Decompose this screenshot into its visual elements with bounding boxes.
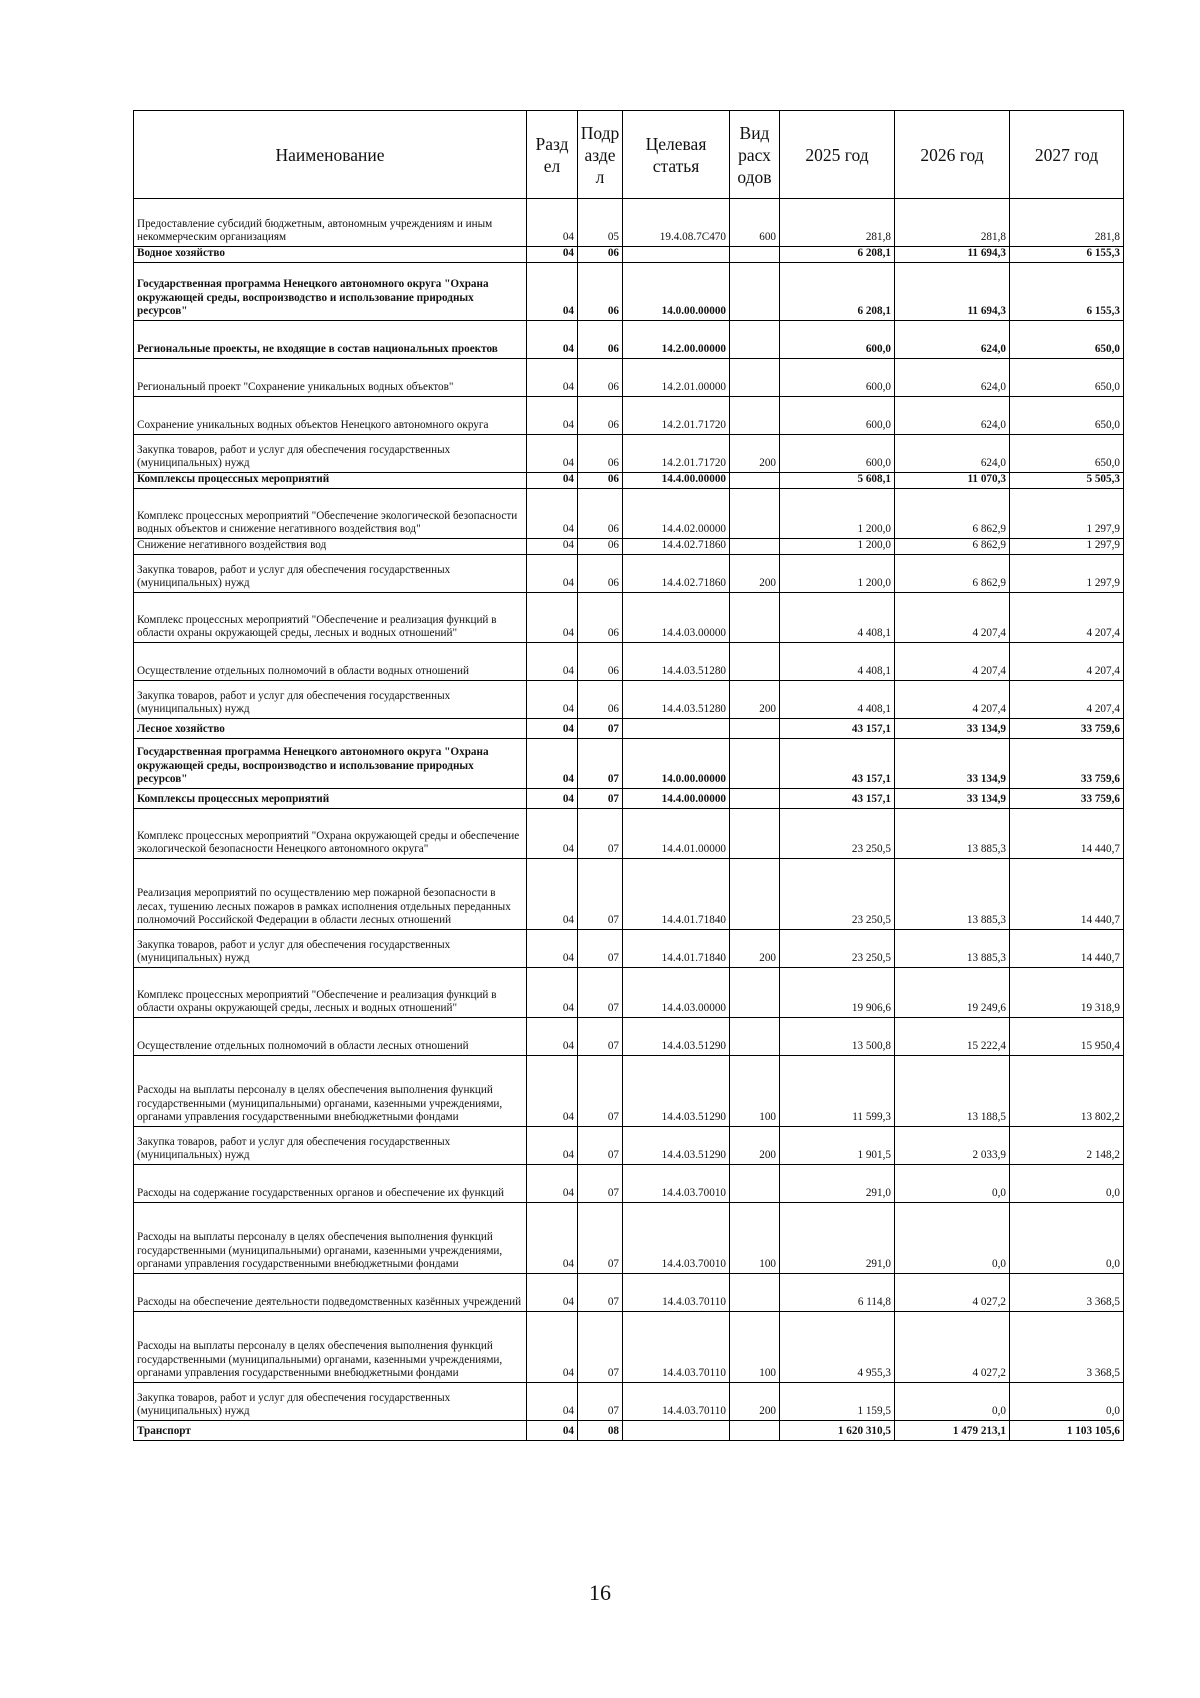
cell-razdel: 04 (527, 359, 578, 397)
cell-name: Расходы на обеспечение деятельности подведомственных казённых учреждений (134, 1274, 527, 1312)
cell-podrazdel: 07 (578, 719, 623, 739)
cell-podrazdel: 07 (578, 1274, 623, 1312)
cell-2026: 19 249,6 (895, 968, 1010, 1018)
cell-2025: 291,0 (780, 1165, 895, 1203)
cell-razdel: 04 (527, 489, 578, 539)
table-row (134, 539, 1124, 555)
cell-podrazdel: 06 (578, 435, 623, 473)
cell-2026: 33 134,9 (895, 719, 1010, 739)
cell-name: Осуществление отдельных полномочий в области водных отношений (134, 643, 527, 681)
cell-name: Расходы на выплаты персоналу в целях обеспечения выполнения функций государственными (муниципальными) органами, казенными учреждениями, органами управления государственными внебюджетными фондами (134, 1203, 527, 1274)
cell-target: 14.0.00.00000 (623, 739, 730, 789)
cell-razdel: 04 (527, 321, 578, 359)
cell-vid: 200 (730, 555, 780, 593)
cell-2025: 19 906,6 (780, 968, 895, 1018)
cell-2025: 4 408,1 (780, 643, 895, 681)
cell-2027: 33 759,6 (1010, 719, 1124, 739)
cell-2025: 1 200,0 (780, 489, 895, 539)
cell-2025: 13 500,8 (780, 1018, 895, 1056)
cell-podrazdel: 06 (578, 321, 623, 359)
cell-2026: 11 694,3 (895, 263, 1010, 321)
cell-2025: 600,0 (780, 321, 895, 359)
cell-podrazdel: 07 (578, 930, 623, 968)
cell-razdel: 04 (527, 643, 578, 681)
cell-podrazdel: 06 (578, 359, 623, 397)
cell-target: 14.4.02.71860 (623, 555, 730, 593)
cell-razdel: 04 (527, 435, 578, 473)
cell-name: Закупка товаров, работ и услуг для обеспечения государственных (муниципальных) нужд (134, 930, 527, 968)
cell-vid (730, 809, 780, 859)
cell-vid: 100 (730, 1056, 780, 1127)
table-body (134, 199, 1124, 1441)
cell-vid (730, 321, 780, 359)
cell-vid (730, 263, 780, 321)
cell-razdel: 04 (527, 968, 578, 1018)
cell-vid (730, 643, 780, 681)
cell-vid (730, 1165, 780, 1203)
cell-2026: 4 027,2 (895, 1312, 1010, 1383)
cell-name: Лесное хозяйство (134, 719, 527, 739)
cell-2027: 1 297,9 (1010, 539, 1124, 555)
cell-2025: 291,0 (780, 1203, 895, 1274)
cell-target: 14.4.03.51290 (623, 1018, 730, 1056)
table-row (134, 263, 1124, 321)
cell-2025: 1 620 310,5 (780, 1421, 895, 1441)
table-row (134, 809, 1124, 859)
cell-vid (730, 473, 780, 489)
cell-name: Расходы на выплаты персоналу в целях обеспечения выполнения функций государственными (муниципальными) органами, казенными учреждениями, органами управления государственными внебюджетными фондами (134, 1312, 527, 1383)
cell-2025: 1 200,0 (780, 539, 895, 555)
cell-2025: 600,0 (780, 435, 895, 473)
cell-2027: 15 950,4 (1010, 1018, 1124, 1056)
cell-target: 14.4.03.70110 (623, 1383, 730, 1421)
table-row (134, 321, 1124, 359)
cell-2027: 6 155,3 (1010, 247, 1124, 263)
cell-2027: 0,0 (1010, 1383, 1124, 1421)
cell-name: Расходы на содержание государственных органов и обеспечение их функций (134, 1165, 527, 1203)
cell-vid (730, 859, 780, 930)
table-row (134, 1056, 1124, 1127)
table-row (134, 359, 1124, 397)
cell-vid: 200 (730, 681, 780, 719)
cell-target: 14.4.03.70010 (623, 1203, 730, 1274)
header-2026: 2026 год (895, 111, 1010, 199)
cell-2025: 43 157,1 (780, 719, 895, 739)
cell-2027: 650,0 (1010, 359, 1124, 397)
page-number: 16 (589, 1580, 611, 1605)
cell-target: 14.4.03.51290 (623, 1127, 730, 1165)
cell-2026: 15 222,4 (895, 1018, 1010, 1056)
cell-razdel: 04 (527, 1383, 578, 1421)
cell-2025: 6 208,1 (780, 247, 895, 263)
cell-podrazdel: 08 (578, 1421, 623, 1441)
cell-razdel: 04 (527, 719, 578, 739)
cell-vid (730, 397, 780, 435)
table-row (134, 1383, 1124, 1421)
table-row (134, 681, 1124, 719)
cell-razdel: 04 (527, 397, 578, 435)
cell-target: 14.4.03.70110 (623, 1312, 730, 1383)
cell-2027: 1 297,9 (1010, 489, 1124, 539)
table-row (134, 247, 1124, 263)
header-name: Наименование (134, 111, 527, 199)
cell-2027: 4 207,4 (1010, 643, 1124, 681)
table-row (134, 1018, 1124, 1056)
table-row (134, 593, 1124, 643)
cell-name: Комплекс процессных мероприятий "Охрана окружающей среды и обеспечение экологической безопасности Ненецкого автономного округа" (134, 809, 527, 859)
cell-name: Государственная программа Ненецкого автономного округа "Охрана окружающей среды, воспроизводство и использование природных ресурсов" (134, 263, 527, 321)
cell-2026: 0,0 (895, 1203, 1010, 1274)
cell-2026: 1 479 213,1 (895, 1421, 1010, 1441)
cell-name: Осуществление отдельных полномочий в области лесных отношений (134, 1018, 527, 1056)
cell-razdel: 04 (527, 539, 578, 555)
cell-vid (730, 719, 780, 739)
cell-2025: 600,0 (780, 359, 895, 397)
cell-target: 14.4.02.71860 (623, 539, 730, 555)
cell-2025: 23 250,5 (780, 930, 895, 968)
cell-podrazdel: 06 (578, 555, 623, 593)
cell-2027: 650,0 (1010, 397, 1124, 435)
cell-razdel: 04 (527, 263, 578, 321)
cell-target: 14.4.03.00000 (623, 968, 730, 1018)
cell-2025: 23 250,5 (780, 809, 895, 859)
cell-2027: 3 368,5 (1010, 1274, 1124, 1312)
table-row (134, 397, 1124, 435)
header-2025: 2025 год (780, 111, 895, 199)
cell-vid (730, 968, 780, 1018)
cell-2025: 600,0 (780, 397, 895, 435)
cell-name: Закупка товаров, работ и услуг для обеспечения государственных (муниципальных) нужд (134, 681, 527, 719)
cell-razdel: 04 (527, 473, 578, 489)
cell-podrazdel: 07 (578, 1018, 623, 1056)
cell-podrazdel: 07 (578, 1165, 623, 1203)
cell-razdel: 04 (527, 1018, 578, 1056)
cell-vid (730, 359, 780, 397)
cell-razdel: 04 (527, 555, 578, 593)
cell-vid (730, 1018, 780, 1056)
cell-target: 14.4.03.70110 (623, 1274, 730, 1312)
budget-table (133, 110, 1124, 1441)
cell-podrazdel: 07 (578, 789, 623, 809)
cell-2026: 6 862,9 (895, 555, 1010, 593)
cell-2027: 4 207,4 (1010, 681, 1124, 719)
cell-vid (730, 539, 780, 555)
cell-vid: 600 (730, 199, 780, 247)
cell-2026: 281,8 (895, 199, 1010, 247)
cell-vid: 200 (730, 930, 780, 968)
cell-podrazdel: 06 (578, 263, 623, 321)
cell-podrazdel: 07 (578, 1383, 623, 1421)
cell-2026: 4 207,4 (895, 643, 1010, 681)
cell-name: Региональный проект "Сохранение уникальных водных объектов" (134, 359, 527, 397)
cell-2026: 13 885,3 (895, 930, 1010, 968)
cell-target: 14.4.00.00000 (623, 789, 730, 809)
cell-2027: 0,0 (1010, 1165, 1124, 1203)
cell-2026: 11 070,3 (895, 473, 1010, 489)
table-row (134, 859, 1124, 930)
header-podrazdel: Подр азде л (578, 111, 623, 199)
cell-2026: 2 033,9 (895, 1127, 1010, 1165)
cell-2027: 5 505,3 (1010, 473, 1124, 489)
cell-2025: 43 157,1 (780, 739, 895, 789)
cell-vid (730, 1274, 780, 1312)
cell-target: 14.2.01.00000 (623, 359, 730, 397)
cell-podrazdel: 07 (578, 968, 623, 1018)
table-row (134, 1312, 1124, 1383)
cell-2025: 281,8 (780, 199, 895, 247)
cell-name: Закупка товаров, работ и услуг для обеспечения государственных (муниципальных) нужд (134, 1383, 527, 1421)
cell-2027: 650,0 (1010, 321, 1124, 359)
table-row (134, 1421, 1124, 1441)
cell-podrazdel: 07 (578, 1127, 623, 1165)
cell-2025: 4 408,1 (780, 593, 895, 643)
cell-name: Региональные проекты, не входящие в состав национальных проектов (134, 321, 527, 359)
cell-razdel: 04 (527, 681, 578, 719)
cell-2025: 1 200,0 (780, 555, 895, 593)
cell-target: 14.0.00.00000 (623, 263, 730, 321)
cell-2026: 33 134,9 (895, 789, 1010, 809)
cell-target: 14.4.01.00000 (623, 809, 730, 859)
cell-podrazdel: 06 (578, 247, 623, 263)
cell-2026: 4 207,4 (895, 681, 1010, 719)
cell-2025: 1 901,5 (780, 1127, 895, 1165)
cell-2026: 624,0 (895, 435, 1010, 473)
cell-2027: 33 759,6 (1010, 739, 1124, 789)
cell-2027: 281,8 (1010, 199, 1124, 247)
cell-2026: 624,0 (895, 321, 1010, 359)
cell-2027: 13 802,2 (1010, 1056, 1124, 1127)
cell-podrazdel: 06 (578, 489, 623, 539)
cell-podrazdel: 07 (578, 1056, 623, 1127)
cell-target: 14.4.01.71840 (623, 930, 730, 968)
table-row (134, 1165, 1124, 1203)
cell-2027: 19 318,9 (1010, 968, 1124, 1018)
cell-name: Государственная программа Ненецкого автономного округа "Охрана окружающей среды, воспроизводство и использование природных ресурсов" (134, 739, 527, 789)
cell-name: Комплекс процессных мероприятий "Обеспечение и реализация функций в области охраны окружающей среды, лесных и водных отношений" (134, 968, 527, 1018)
cell-target: 14.2.01.71720 (623, 397, 730, 435)
cell-vid (730, 489, 780, 539)
cell-2026: 13 885,3 (895, 809, 1010, 859)
cell-target (623, 1421, 730, 1441)
cell-name: Сохранение уникальных водных объектов Ненецкого автономного округа (134, 397, 527, 435)
cell-2026: 33 134,9 (895, 739, 1010, 789)
cell-2027: 14 440,7 (1010, 930, 1124, 968)
table-row (134, 1203, 1124, 1274)
cell-vid: 200 (730, 1127, 780, 1165)
cell-name: Реализация мероприятий по осуществлению мер пожарной безопасности в лесах, тушению лесных пожаров в рамках исполнения отдельных переданных полномочий Российской Федерации в области лесных отношений (134, 859, 527, 930)
cell-2027: 1 103 105,6 (1010, 1421, 1124, 1441)
table-row (134, 739, 1124, 789)
table-row (134, 643, 1124, 681)
cell-target (623, 247, 730, 263)
table-row (134, 789, 1124, 809)
cell-podrazdel: 06 (578, 643, 623, 681)
table-row (134, 555, 1124, 593)
cell-vid (730, 739, 780, 789)
cell-vid: 200 (730, 435, 780, 473)
cell-podrazdel: 07 (578, 1203, 623, 1274)
cell-vid: 200 (730, 1383, 780, 1421)
cell-2025: 4 955,3 (780, 1312, 895, 1383)
table-row (134, 199, 1124, 247)
cell-razdel: 04 (527, 739, 578, 789)
cell-podrazdel: 07 (578, 739, 623, 789)
cell-2027: 1 297,9 (1010, 555, 1124, 593)
cell-name: Транспорт (134, 1421, 527, 1441)
cell-2026: 0,0 (895, 1383, 1010, 1421)
cell-target: 14.4.03.51290 (623, 1056, 730, 1127)
cell-2027: 650,0 (1010, 435, 1124, 473)
cell-podrazdel: 05 (578, 199, 623, 247)
cell-podrazdel: 06 (578, 397, 623, 435)
cell-2027: 6 155,3 (1010, 263, 1124, 321)
cell-2025: 6 208,1 (780, 263, 895, 321)
cell-2026: 11 694,3 (895, 247, 1010, 263)
cell-target: 14.4.00.00000 (623, 473, 730, 489)
cell-name: Предоставление субсидий бюджетным, автономным учреждениям и иным некоммерческим организациям (134, 199, 527, 247)
cell-2026: 624,0 (895, 359, 1010, 397)
cell-2027: 2 148,2 (1010, 1127, 1124, 1165)
cell-2026: 4 027,2 (895, 1274, 1010, 1312)
cell-2027: 0,0 (1010, 1203, 1124, 1274)
cell-razdel: 04 (527, 199, 578, 247)
cell-target: 14.4.03.70010 (623, 1165, 730, 1203)
cell-vid (730, 247, 780, 263)
cell-razdel: 04 (527, 1165, 578, 1203)
cell-2026: 13 885,3 (895, 859, 1010, 930)
cell-2025: 11 599,3 (780, 1056, 895, 1127)
cell-podrazdel: 07 (578, 809, 623, 859)
cell-razdel: 04 (527, 247, 578, 263)
cell-razdel: 04 (527, 593, 578, 643)
cell-2025: 1 159,5 (780, 1383, 895, 1421)
cell-name: Расходы на выплаты персоналу в целях обеспечения выполнения функций государственными (муниципальными) органами, казенными учреждениями, органами управления государственными внебюджетными фондами (134, 1056, 527, 1127)
cell-razdel: 04 (527, 859, 578, 930)
cell-name: Комплексы процессных мероприятий (134, 473, 527, 489)
cell-2026: 4 207,4 (895, 593, 1010, 643)
cell-target: 14.4.03.00000 (623, 593, 730, 643)
cell-razdel: 04 (527, 1274, 578, 1312)
cell-razdel: 04 (527, 1056, 578, 1127)
header-razdel: Разд ел (527, 111, 578, 199)
cell-target: 14.4.03.51280 (623, 643, 730, 681)
cell-2026: 0,0 (895, 1165, 1010, 1203)
table-row (134, 968, 1124, 1018)
cell-razdel: 04 (527, 1421, 578, 1441)
table-row (134, 1127, 1124, 1165)
cell-2027: 3 368,5 (1010, 1312, 1124, 1383)
cell-target (623, 719, 730, 739)
cell-target: 19.4.08.7С470 (623, 199, 730, 247)
header-target: Целевая статья (623, 111, 730, 199)
cell-2026: 624,0 (895, 397, 1010, 435)
table-header-row (134, 111, 1124, 199)
table-row (134, 930, 1124, 968)
cell-name: Комплекс процессных мероприятий "Обеспечение экологической безопасности водных объектов и снижение негативного воздействия вод" (134, 489, 527, 539)
cell-razdel: 04 (527, 1312, 578, 1383)
cell-2025: 4 408,1 (780, 681, 895, 719)
cell-name: Комплексы процессных мероприятий (134, 789, 527, 809)
table-row (134, 435, 1124, 473)
cell-razdel: 04 (527, 1127, 578, 1165)
cell-2027: 4 207,4 (1010, 593, 1124, 643)
cell-2025: 23 250,5 (780, 859, 895, 930)
cell-2026: 13 188,5 (895, 1056, 1010, 1127)
cell-target: 14.4.02.00000 (623, 489, 730, 539)
cell-target: 14.4.01.71840 (623, 859, 730, 930)
cell-2026: 6 862,9 (895, 489, 1010, 539)
cell-name: Закупка товаров, работ и услуг для обеспечения государственных (муниципальных) нужд (134, 435, 527, 473)
cell-target: 14.2.00.00000 (623, 321, 730, 359)
cell-2025: 6 114,8 (780, 1274, 895, 1312)
header-vid: Вид расх одов (730, 111, 780, 199)
cell-razdel: 04 (527, 930, 578, 968)
cell-name: Комплекс процессных мероприятий "Обеспечение и реализация функций в области охраны окружающей среды, лесных и водных отношений" (134, 593, 527, 643)
cell-razdel: 04 (527, 789, 578, 809)
table-row (134, 489, 1124, 539)
cell-razdel: 04 (527, 809, 578, 859)
cell-2027: 14 440,7 (1010, 809, 1124, 859)
cell-vid (730, 789, 780, 809)
cell-vid: 100 (730, 1203, 780, 1274)
cell-podrazdel: 06 (578, 473, 623, 489)
cell-name: Закупка товаров, работ и услуг для обеспечения государственных (муниципальных) нужд (134, 1127, 527, 1165)
cell-name: Водное хозяйство (134, 247, 527, 263)
cell-podrazdel: 06 (578, 593, 623, 643)
cell-vid (730, 593, 780, 643)
table-row (134, 719, 1124, 739)
table-row (134, 473, 1124, 489)
cell-podrazdel: 06 (578, 539, 623, 555)
cell-target: 14.2.01.71720 (623, 435, 730, 473)
cell-2026: 6 862,9 (895, 539, 1010, 555)
table-row (134, 1274, 1124, 1312)
cell-2025: 5 608,1 (780, 473, 895, 489)
cell-2027: 14 440,7 (1010, 859, 1124, 930)
cell-podrazdel: 07 (578, 1312, 623, 1383)
cell-2025: 43 157,1 (780, 789, 895, 809)
cell-podrazdel: 07 (578, 859, 623, 930)
cell-razdel: 04 (527, 1203, 578, 1274)
cell-name: Снижение негативного воздействия вод (134, 539, 527, 555)
cell-2027: 33 759,6 (1010, 789, 1124, 809)
cell-target: 14.4.03.51280 (623, 681, 730, 719)
cell-vid: 100 (730, 1312, 780, 1383)
cell-podrazdel: 06 (578, 681, 623, 719)
header-2027: 2027 год (1010, 111, 1124, 199)
cell-name: Закупка товаров, работ и услуг для обеспечения государственных (муниципальных) нужд (134, 555, 527, 593)
cell-vid (730, 1421, 780, 1441)
